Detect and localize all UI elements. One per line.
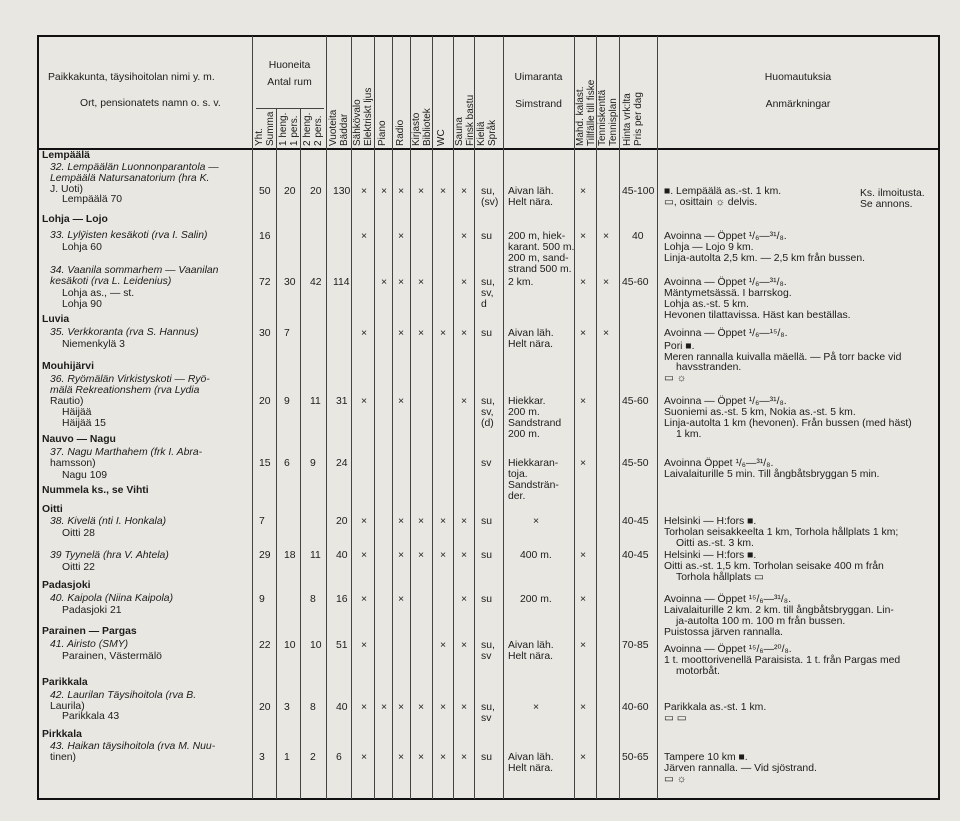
table-cell-text: × [440,702,447,713]
header-radio: Radio [395,119,406,146]
table-cell-text: 11 [310,396,321,407]
table-cell-text: 2 [310,752,316,763]
table-cell-text: 9 [284,396,290,407]
table-cell-text: × [580,231,587,242]
table-cell-text: su [481,550,492,561]
table-cell-text: Hiekkaran- [508,458,559,469]
table-cell-text: su [481,752,492,763]
table-cell-text: Häijää [62,407,92,418]
table-cell-text: × [461,752,468,763]
header-beds: Vuoteita Bäddar [328,109,350,146]
table-cell-text: su, [481,396,495,407]
table-cell-text: × [398,702,405,713]
table-cell-text: × [418,752,425,763]
table-cell-text: Lohja — Lojo 9 km. [664,242,754,253]
table-cell-text: × [418,277,425,288]
table-cell-text: 20 [259,702,271,713]
table-cell-text: Nagu 109 [62,470,108,481]
header-piano: Piano [377,120,388,146]
table-cell-text: Lohja as., — st. [62,288,135,299]
table-cell-text: × [361,550,368,561]
table-cell-text: (d) [481,418,494,429]
table-cell-text: × [440,752,447,763]
place-heading: Nauvo — Nagu [42,434,116,445]
table-cell-text: 20 [310,186,322,197]
table-cell-text: 3 [284,702,290,713]
table-cell-text: × [580,640,587,651]
table-cell-text: × [603,328,610,339]
table-cell-text: mälä Rekreationshem (rva Lydia [50,385,200,396]
table-cell-text: × [361,396,368,407]
table-cell-text: × [440,640,447,651]
table-cell-text: 9 [259,594,265,605]
header-col1-fi: Paikkakunta, täysihoitolan nimi y. m. [48,72,215,83]
col-divider [503,36,504,799]
table-cell-text: × [461,640,468,651]
table-cell-text: 20 [336,516,348,527]
table-cell-text: Lohja 60 [62,242,102,253]
table-cell-text: × [361,516,368,527]
table-cell-text: 30 [259,328,271,339]
table-cell-text: Järven rannalla. — Vid sjöstrand. [664,763,817,774]
table-cell-text: 130 [333,186,351,197]
table-cell-text: × [418,702,425,713]
header-notes-sv: Anmärkningar [765,99,831,110]
table-cell-text: 34. Vaanila sommarhem — Vaanilan [50,265,219,276]
table-cell-text: 41. Airisto (SMY) [50,639,129,650]
table-cell-text: 7 [284,328,290,339]
table-cell-text: Padasjoki 21 [62,605,122,616]
table-cell-text: Avoinna — Öppet ¹/₆—³¹/₈. [664,277,787,288]
col-divider [392,36,393,799]
table-cell-text: Aivan läh. [508,186,554,197]
col-divider [619,36,620,799]
table-cell-text: 9 [310,458,316,469]
table-cell-text: Linja-autolta 2,5 km. — 2,5 km från bussen. [664,253,865,264]
table-cell-text: Tampere 10 km ■. [664,752,748,763]
table-cell-text: 8 [310,594,316,605]
table-cell-text: 16 [336,594,348,605]
table-cell-text: × [398,516,405,527]
table-cell-text: Helt nära. [508,339,554,350]
table-cell-text: 15 [259,458,271,469]
header-shore-fi: Uimaranta [514,72,563,83]
table-cell-text: Avoinna — Öppet ¹⁵/₆—³¹/₈. [664,594,791,605]
table-cell-text: su, [481,640,495,651]
col-divider [276,108,277,799]
table-cell-text: sv [481,458,492,469]
table-cell-text: Parikkala as.-st. 1 km. [664,702,767,713]
table-cell-text: su [481,231,492,242]
table-cell-text: Häijää 15 [62,418,106,429]
place-heading: Pirkkala [42,729,82,740]
table-cell-text: 1 t. moottorivenellä Paraisista. 1 t. från Pargas med [664,655,901,666]
col-divider [326,36,327,799]
table-cell-text: Hiekkar. [508,396,546,407]
col-divider [657,36,658,799]
place-heading: Nummela ks., se Vihti [42,485,149,496]
col-divider [453,36,454,799]
table-cell-text: Mäntymetsässä. I barrskog. [664,288,792,299]
table-cell-text: 3 [259,752,265,763]
header-shore-sv: Simstrand [515,99,562,110]
table-cell-text: Laivalaiturille 5 min. Till ångbåtsbryggan 5 min. [664,469,880,480]
table-cell-text: Avoinna — Öppet ¹/₆—¹⁵/₈. [664,328,788,339]
table-cell-text: 50-65 [622,752,649,763]
table-cell-text: motorbåt. [676,666,720,677]
table-cell-text: kesäkoti (rva L. Leidenius) [50,276,172,287]
table-cell-text: × [361,231,368,242]
place-heading: Oitti [42,504,63,515]
table-cell-text: Suoniemi as.-st. 5 km, Nokia as.-st. 5 km. [664,407,856,418]
table-cell-text: Lohja 90 [62,299,102,310]
table-cell-text: × [580,458,587,469]
table-cell-text: × [461,594,468,605]
table-cell-text: 31 [336,396,348,407]
table-cell-text: 40 [336,702,348,713]
table-cell-text: 40-45 [622,550,649,561]
header-fishing: Mahd. kalast. Tillfälle till fiske [575,79,597,146]
table-cell-text: 6 [336,752,342,763]
table-cell-text: 45-60 [622,396,649,407]
table-cell-text: 40. Kaipola (Niina Kaipola) [50,593,174,604]
table-cell-text: 7 [259,516,265,527]
table-cell-text: 42. Laurilan Täysihoitola (rva B. [50,690,197,701]
table-cell-text: sv [481,651,492,662]
table-cell-text: 6 [284,458,290,469]
table-cell-text: Hevonen tilattavissa. Häst kan beställas. [664,310,851,321]
place-heading: Luvia [42,314,70,325]
table-cell-text: 40 [632,231,644,242]
header-library: Kirjasto Bibliotek [411,108,433,146]
col-divider [432,36,433,799]
table-cell-text: Lempäälä 70 [62,194,123,205]
table-cell-text: Sandsträn- [508,480,559,491]
header-col1-sv: Ort, pensionatets namn o. s. v. [80,98,221,109]
table-cell-text: × [580,594,587,605]
table-cell-text: ■. Lempäälä as.-st. 1 km. [664,186,782,197]
table-cell-text: Rautio) [50,396,84,407]
table-cell-text: 1 [284,752,290,763]
table-cell-text: su [481,328,492,339]
table-cell-text: su, [481,186,495,197]
table-cell-text: 43. Haikan täysihoitola (rva M. Nuu- [50,741,216,752]
table-cell-text: × [440,550,447,561]
table-cell-text: Avoinna — Öppet ¹/₆—³¹/₈. [664,396,787,407]
table-cell-text: sv, [481,407,494,418]
header-rule [37,148,940,150]
table-cell-text: × [580,328,587,339]
table-cell-text: su, [481,702,495,713]
table-cell-text: × [461,186,468,197]
table-cell-text: × [580,396,587,407]
table-cell-text: × [580,277,587,288]
table-cell-text: × [361,328,368,339]
place-heading: Lempäälä [42,150,90,161]
table-cell-text: × [461,328,468,339]
table-cell-text: × [603,231,610,242]
table-cell-text: karant. 500 m. [508,242,575,253]
table-cell-text: Helt nära. [508,197,554,208]
table-cell-text: 40 [336,550,348,561]
table-cell-text: Ks. ilmoitusta. [860,188,925,199]
place-heading: Mouhijärvi [42,361,94,372]
table-cell-text: × [381,702,388,713]
table-cell-text: ▭, osittain ☼ delvis. [664,197,758,208]
table-cell-text: 37. Nagu Marthahem (frk I. Abra- [50,447,203,458]
table-cell-text: Meren rannalla kuivalla mäellä. — På torr backe vid [664,352,902,363]
col-divider [574,36,575,799]
table-cell-text: hamsson) [50,458,96,469]
table-cell-text: × [398,594,405,605]
table-cell-text: × [361,186,368,197]
table-cell-text: Helsinki — H:fors ■. [664,516,757,527]
col-divider [410,36,411,799]
table-cell-text: 29 [259,550,271,561]
table-cell-text: 38. Kivelä (nti I. Honkala) [50,516,167,527]
table-cell-text: Helsinki — H:fors ■. [664,550,757,561]
table-cell-text: Laurila) [50,701,85,712]
table-cell-text: Torholan seisakkeelta 1 km, Torhola hållplats 1 km; [664,527,899,538]
table-cell-text: 200 m. [520,594,552,605]
table-cell-text: ▭ ☼ [664,373,687,384]
table-cell-text: Helt nära. [508,763,554,774]
table-cell-text: × [580,752,587,763]
table-cell-text: havsstranden. [676,362,742,373]
table-cell-text: 30 [284,277,296,288]
table-cell-text: 42 [310,277,322,288]
header-one-person: 1 heng. 1 pers. [278,112,300,146]
table-cell-text: Lohja as.-st. 5 km. [664,299,749,310]
table-cell-text: Aivan läh. [508,752,554,763]
table-cell-text: × [398,186,405,197]
table-cell-text: 10 [284,640,296,651]
table-cell-text: × [603,277,610,288]
header-rooms-fi: Huoneita [268,60,311,71]
table-cell-text: × [440,186,447,197]
table-cell-text: 45-100 [622,186,655,197]
table-cell-text: × [418,550,425,561]
table-cell-text: J. Uoti) [50,184,83,195]
col-divider [252,36,253,799]
table-cell-text: 35. Verkkoranta (rva S. Hannus) [50,327,199,338]
table-cell-text: toja. [508,469,528,480]
table-cell-text: × [461,516,468,527]
table-cell-text: Helt nära. [508,651,554,662]
table-cell-text: 400 m. [520,550,552,561]
table-cell-text: × [398,277,405,288]
table-cell-text: × [440,328,447,339]
table-cell-text: × [361,752,368,763]
place-heading: Lohja — Lojo [42,214,108,225]
table-cell-text: Oitti as.-st. 1,5 km. Torholan seisake 400 m från [664,561,884,572]
table-cell-text: 200 m. [508,407,540,418]
header-electric: Sähkövalo Elektriskt ljus [352,87,374,146]
table-cell-text: (sv) [481,197,499,208]
table-cell-text: 10 [310,640,322,651]
table-cell-text: Linja-autolta 1 km (hevonen). Från bussen (med häst) [664,418,912,429]
table-cell-text: der. [508,491,526,502]
header-tennis: Tenniskenttä Tennisplan [597,89,619,146]
place-heading: Parainen — Pargas [42,626,137,637]
table-cell-text: 200 m, hiek- [508,231,566,242]
table-cell-text: Parikkala 43 [62,711,120,722]
table-cell-text: Parainen, Västermälö [62,651,162,662]
table-cell-text: 20 [259,396,271,407]
table-cell-text: × [533,516,540,527]
table-cell-text: 70-85 [622,640,649,651]
table-cell-text: 114 [333,277,350,288]
table-cell-text: strand 500 m. [508,264,572,275]
table-cell-text: Oitti 22 [62,562,95,573]
table-cell-text: 20 [284,186,296,197]
table-cell-text: ja-autolta 100 m. 100 m från bussen. [676,616,846,627]
table-cell-text: × [461,550,468,561]
table-cell-text: × [461,277,468,288]
table-cell-text: 2 km. [508,277,534,288]
table-cell-text: × [580,702,587,713]
table-cell-text: × [361,702,368,713]
table-cell-text: ▭ ☼ [664,774,687,785]
table-cell-text: × [440,516,447,527]
table-cell-text: 11 [310,550,321,561]
header-wc: WC [436,129,447,146]
table-cell-text: 39 Tyynelä (hra V. Ahtela) [50,550,169,561]
table-cell-text: × [418,328,425,339]
header-notes-fi: Huomautuksia [764,72,832,83]
col-divider [300,108,301,799]
header-price: Hinta vrk:lta Pris per dag [622,92,644,146]
col-divider [374,36,375,799]
col-divider [351,36,352,799]
table-cell-text: × [580,186,587,197]
table-cell-text: Oitti as.-st. 3 km. [676,538,754,549]
table-cell-text: Laivalaiturille 2 km. 2 km. till ångbåtsbryggan. Lin- [664,605,894,616]
table-cell-text: × [418,186,425,197]
table-cell-text: × [398,752,405,763]
table-cell-text: Avoinna — Öppet ¹⁵/₆—²⁰/₈. [664,644,792,655]
col-divider [474,36,475,799]
table-cell-text: × [533,702,540,713]
table-cell-text: 18 [284,550,296,561]
table-cell-text: 72 [259,277,271,288]
table-cell-text: Sandstrand [508,418,562,429]
table-cell-text: Aivan läh. [508,328,554,339]
table-cell-text: Puistossa järven rannalla. [664,627,783,638]
table-cell-text: d [481,299,487,310]
table-cell-text: Pori ■. [664,341,695,352]
table-cell-text: 22 [259,640,271,651]
table-cell-text: × [398,550,405,561]
table-cell-text: × [381,186,388,197]
col-divider [596,36,597,799]
table-cell-text: 51 [336,640,348,651]
table-cell-text: × [361,640,368,651]
table-cell-text: 24 [336,458,348,469]
table-cell-text: 8 [310,702,316,713]
table-cell-text: 200 m, sand- [508,253,569,264]
table-cell-text: su, [481,277,495,288]
table-cell-text: × [461,231,468,242]
table-cell-text: su [481,594,492,605]
table-cell-text: × [580,550,587,561]
table-cell-text: Se annons. [860,199,913,210]
table-cell-text: 32. Lempäälän Luonnonparantola — [50,162,219,173]
table-cell-text: sv [481,713,492,724]
place-heading: Padasjoki [42,580,91,591]
place-heading: Parikkala [42,677,88,688]
table-cell-text: tinen) [50,752,76,763]
table-cell-text: × [461,396,468,407]
table-cell-text: Aivan läh. [508,640,554,651]
table-cell-text: Torhola hållplats ▭ [676,572,764,583]
table-cell-text: × [398,328,405,339]
table-cell-text: Avoinna Öppet ¹/₆—³¹/₈. [664,458,774,469]
header-rooms-sv: Antal rum [267,77,312,88]
table-cell-text: 40-45 [622,516,649,527]
table-cell-text: × [361,594,368,605]
table-cell-text: 50 [259,186,271,197]
table-cell-text: × [418,516,425,527]
table-cell-text: Oitti 28 [62,528,95,539]
table-cell-text: × [398,231,405,242]
table-cell-text: Avoinna — Öppet ¹/₆—³¹/₈. [664,231,787,242]
table-cell-text: × [461,702,468,713]
table-cell-text: 45-50 [622,458,649,469]
header-sauna: Sauna Finsk bastu [454,94,476,146]
table-cell-text: 45-60 [622,277,649,288]
table-cell-text: × [381,277,388,288]
table-cell-text: × [398,396,405,407]
header-sum: Yht. Summa [254,111,276,146]
header-language: Kieliä Språk [476,119,498,146]
table-cell-text: 36. Ryömälän Virkistyskoti — Ryö- [50,374,210,385]
table-cell-text: 40-60 [622,702,649,713]
table-cell-text: Niemenkylä 3 [62,339,125,350]
table-cell-text: 16 [259,231,271,242]
header-two-persons: 2 heng. 2 pers. [302,112,324,146]
table-cell-text: 200 m. [508,429,540,440]
table-cell-text: Lempäälä Natursanatorium (hra K. [50,173,210,184]
table-cell-text: sv, [481,288,494,299]
table-cell-text: 1 km. [676,429,702,440]
table-cell-text: ▭ ▭ [664,713,687,724]
table-cell-text: 33. Lyly̆isten kesäkoti (rva I. Salin) [50,230,208,241]
table-cell-text: su [481,516,492,527]
